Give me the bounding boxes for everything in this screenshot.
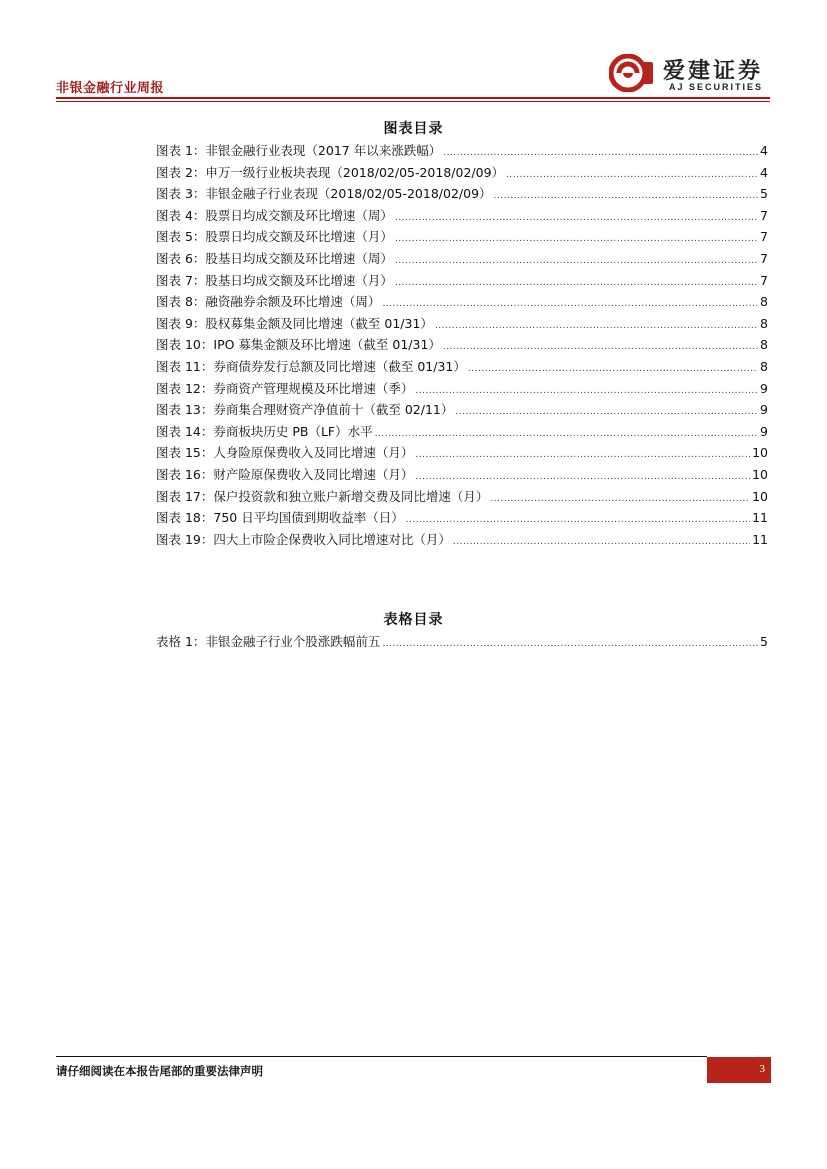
tables-toc-title: 表格目录 [383,612,444,628]
toc-leader-dots [453,529,750,554]
toc-leader-dots [382,631,758,656]
toc-entry-label: 图表 16：财产险原保费收入及同比增速（月） [156,466,414,482]
toc-entry-label: 图表 11：券商债券发行总额及同比增速（截至 01/31） [156,358,466,374]
toc-entry-label: 图表 2：申万一级行业板块表现（2018/02/05-2018/02/09） [156,164,505,180]
toc-entry-page: 10 [752,445,768,461]
toc-entry-label: 图表 15：人身险原保费收入及同比增速（月） [156,445,414,461]
toc-entry-page: 7 [760,207,768,223]
toc-entry[interactable] [156,378,768,400]
toc-entry[interactable] [156,399,768,421]
toc-entry-label: 图表 10：IPO 募集金额及环比增速（截至 01/31） [156,337,441,353]
figures-toc-list [156,140,768,550]
toc-entry-page: 9 [760,402,768,418]
header-divider-thin [56,101,770,102]
toc-entry-label: 表格 1：非银金融子行业个股涨跌幅前五 [156,634,381,649]
toc-entry-label: 图表 13：券商集合理财资产净值前十（截至 02/11） [156,402,454,418]
toc-entry-label: 图表 19：四大上市险企保费收入同比增速对比（月） [156,531,451,547]
toc-entry-label: 图表 8：融资融券余额及环比增速（周） [156,294,381,310]
toc-entry-label: 图表 18：750 日平均国债到期收益率（日） [156,510,404,526]
toc-entry-label: 图表 12：券商资产管理规模及环比增速（季） [156,380,414,396]
toc-entry-page: 8 [760,358,768,374]
toc-entry-label: 图表 3：非银金融子行业表现（2018/02/05-2018/02/09） [156,186,492,202]
toc-entry-page: 10 [752,466,768,482]
toc-entry-page: 5 [760,634,768,649]
toc-entry[interactable] [156,356,768,378]
toc-entry[interactable] [156,205,768,227]
toc-entry-page: 7 [760,250,768,266]
toc-entry-page: 10 [752,488,768,504]
toc-entry-page: 5 [760,186,768,202]
toc-entry[interactable] [156,334,768,356]
footer-divider [56,1056,707,1057]
toc-entry[interactable] [156,140,768,162]
legal-disclaimer: 请仔细阅读在本报告尾部的重要法律声明 [56,1064,263,1078]
toc-entry-label: 图表 1：非银金融行业表现（2017 年以来涨跌幅） [156,143,442,158]
figures-toc-title: 图表目录 [383,121,444,137]
toc-entry-page: 8 [760,315,768,331]
toc-entry[interactable] [156,162,768,184]
toc-entry[interactable] [156,226,768,248]
toc-entry-label: 图表 14：券商板块历史 PB（LF）水平 [156,423,373,439]
toc-entry[interactable] [156,421,768,443]
toc-entry[interactable] [156,631,768,653]
aj-logo-icon [609,54,655,92]
toc-entry[interactable] [156,313,768,335]
toc-entry-page: 9 [760,380,768,396]
toc-entry-page: 8 [760,337,768,353]
toc-entry[interactable] [156,291,768,313]
toc-entry-label: 图表 6：股基日均成交额及环比增速（周） [156,250,393,266]
toc-entry-label: 图表 17：保户投资款和独立账户新增交费及同比增速（月） [156,488,489,504]
toc-entry-page: 7 [760,229,768,245]
toc-entry-page: 8 [760,294,768,310]
toc-entry-page: 11 [752,510,768,526]
header-divider [56,97,770,99]
toc-entry[interactable] [156,248,768,270]
toc-entry-label: 图表 9：股权募集金额及同比增速（截至 01/31） [156,315,433,331]
toc-entry[interactable] [156,529,768,551]
toc-entry-page: 4 [760,164,768,180]
toc-entry[interactable] [156,270,768,292]
toc-entry[interactable] [156,442,768,464]
toc-entry-page: 4 [760,143,768,158]
toc-entry-label: 图表 5：股票日均成交额及环比增速（月） [156,229,393,245]
toc-entry-label: 图表 7：股基日均成交额及环比增速（月） [156,272,393,288]
company-logo [609,52,771,94]
toc-entry[interactable] [156,486,768,508]
toc-entry[interactable] [156,507,768,529]
page-number: 3 [707,1057,771,1083]
toc-entry[interactable] [156,183,768,205]
toc-entry-page: 9 [760,423,768,439]
toc-entry-page: 7 [760,272,768,288]
toc-entry-label: 图表 4：股票日均成交额及环比增速（周） [156,207,393,223]
logo-text-english: AJ SECURITIES [669,82,764,92]
toc-entry[interactable] [156,464,768,486]
logo-text-chinese: 爱建证券 [663,58,764,84]
toc-entry-page: 11 [752,531,768,547]
tables-toc-list [156,631,768,653]
report-series-title: 非银金融行业周报 [56,81,165,96]
